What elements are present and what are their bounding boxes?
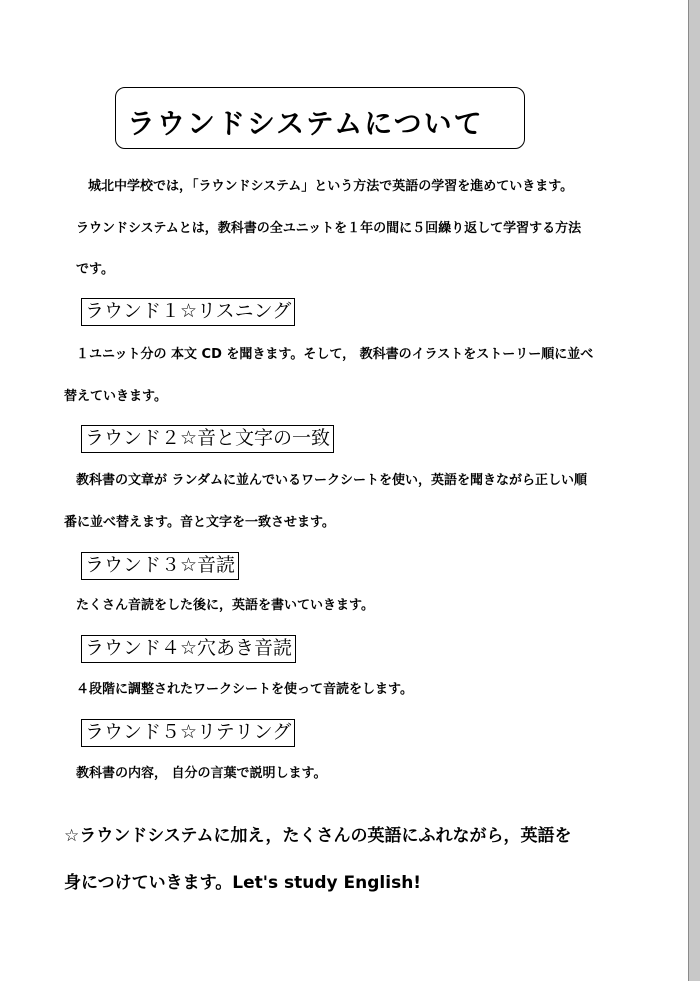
closing-line-1: ☆ラウンドシステムに加え，たくさんの英語にふれながら，英語を (64, 826, 572, 846)
intro-line-3: です。 (76, 262, 114, 277)
round-3-text-line-1: たくさん音読をした後に，英語を書いていきます。 (76, 598, 374, 613)
round-3-heading: ラウンド３☆音読 (81, 552, 239, 580)
round-4-heading: ラウンド４☆穴あき音読 (81, 635, 296, 663)
round-5-text-line-1: 教科書の内容， 自分の言葉で説明します。 (76, 766, 327, 781)
round-1-heading: ラウンド１☆リスニング (81, 298, 295, 326)
closing-line-2: 身につけていきます。Let's study English! (64, 873, 422, 893)
page-edge (688, 0, 700, 981)
round-1-text-line-2: 替えていきます。 (64, 389, 167, 404)
round-2-text-line-1: 教科書の文章が ランダムに並んでいるワークシートを使い，英語を聞きながら正しい順 (76, 473, 588, 488)
intro-line-1: 城北中学校では，「ラウンドシステム」という方法で英語の学習を進めていきます。 (88, 179, 574, 194)
intro-line-2: ラウンドシステムとは，教科書の全ユニットを１年の間に５回繰り返して学習する方法 (76, 221, 582, 236)
round-4-text-line-1: ４段階に調整されたワークシートを使って音読をします。 (76, 682, 413, 697)
round-2-text-line-2: 番に並べ替えます。音と文字を一致させます。 (64, 515, 335, 530)
round-5-heading: ラウンド５☆リテリング (81, 719, 295, 747)
round-1-text-line-1: １ユニット分の 本文 CD を聞きます。そして， 教科書のイラストをストーリー順に並べ (76, 347, 594, 362)
page-title: ラウンドシステムについて (127, 107, 484, 140)
round-2-heading: ラウンド２☆音と文字の一致 (81, 425, 334, 453)
title-box (115, 87, 525, 149)
